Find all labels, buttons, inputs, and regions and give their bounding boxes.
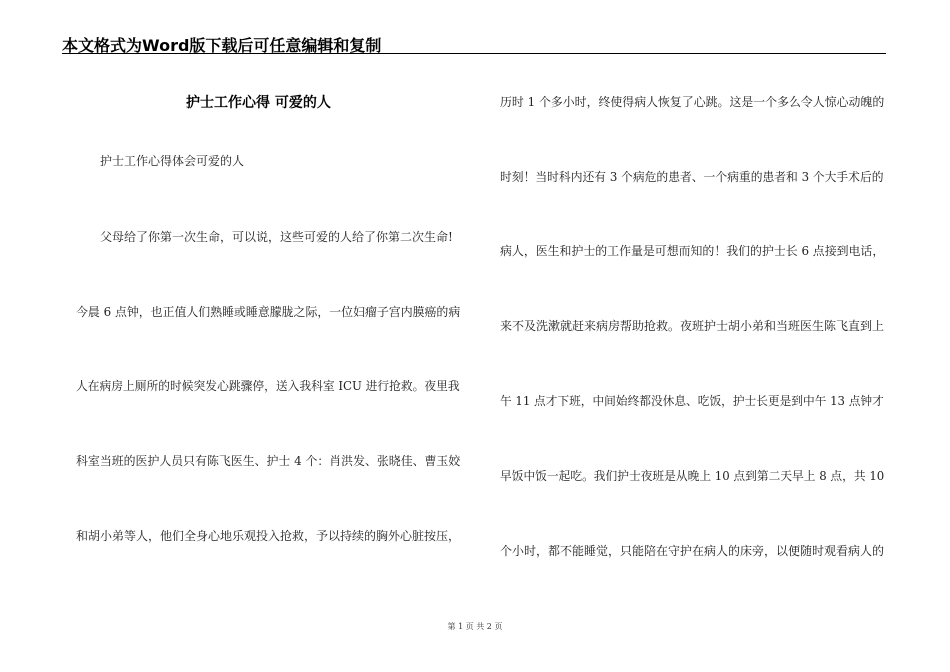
document-title: 护士工作心得 可爱的人	[186, 95, 331, 111]
paragraph-line: 病人，医生和护士的工作量是可想而知的！我们的护士长 6 点接到电话，	[500, 244, 885, 258]
paragraph-line: 人在病房上厕所的时候突发心跳骤停，送入我科室 ICU 进行抢救。夜里我	[76, 379, 460, 393]
paragraph-line: 午 11 点才下班，中间始终都没休息、吃饭，护士长更是到中午 13 点钟才	[500, 394, 884, 408]
page-number: 第 1 页 共 2 页	[447, 622, 503, 631]
paragraph-line: 历时 1 个多小时，终使得病人恢复了心跳。这是一个多么令人惊心动魄的	[500, 95, 885, 109]
paragraph-line: 和胡小弟等人，他们全身心地乐观投入抢救，予以持续的胸外心脏按压，	[76, 529, 461, 543]
paragraph-line: 科室当班的医护人员只有陈飞医生、护士 4 个：肖洪发、张晓佳、曹玉姣	[76, 454, 461, 468]
paragraph-line: 来不及洗漱就赶来病房帮助抢救。夜班护士胡小弟和当班医生陈飞直到上	[500, 319, 885, 333]
paragraph-line: 个小时，都不能睡觉，只能陪在守护在病人的床旁，以便随时观看病人的	[500, 544, 885, 558]
paragraph-line: 护士工作心得体会可爱的人	[100, 154, 245, 168]
paragraph-line: 早饭中饭一起吃。我们护士夜班是从晚上 10 点到第二天早上 8 点，共 10	[500, 469, 885, 483]
paragraph-line: 时刻！当时科内还有 3 个病危的患者、一个病重的患者和 3 个大手术后的	[500, 170, 884, 184]
paragraph-line: 今晨 6 点钟，也正值人们熟睡或睡意朦胧之际，一位妇瘤子宫内膜癌的病	[76, 305, 461, 319]
paragraph-line: 父母给了你第一次生命，可以说，这些可爱的人给了你第二次生命!	[100, 230, 453, 244]
banner-text: 本文格式为Word版下载后可任意编辑和复制	[62, 36, 382, 55]
document-banner	[62, 28, 886, 54]
